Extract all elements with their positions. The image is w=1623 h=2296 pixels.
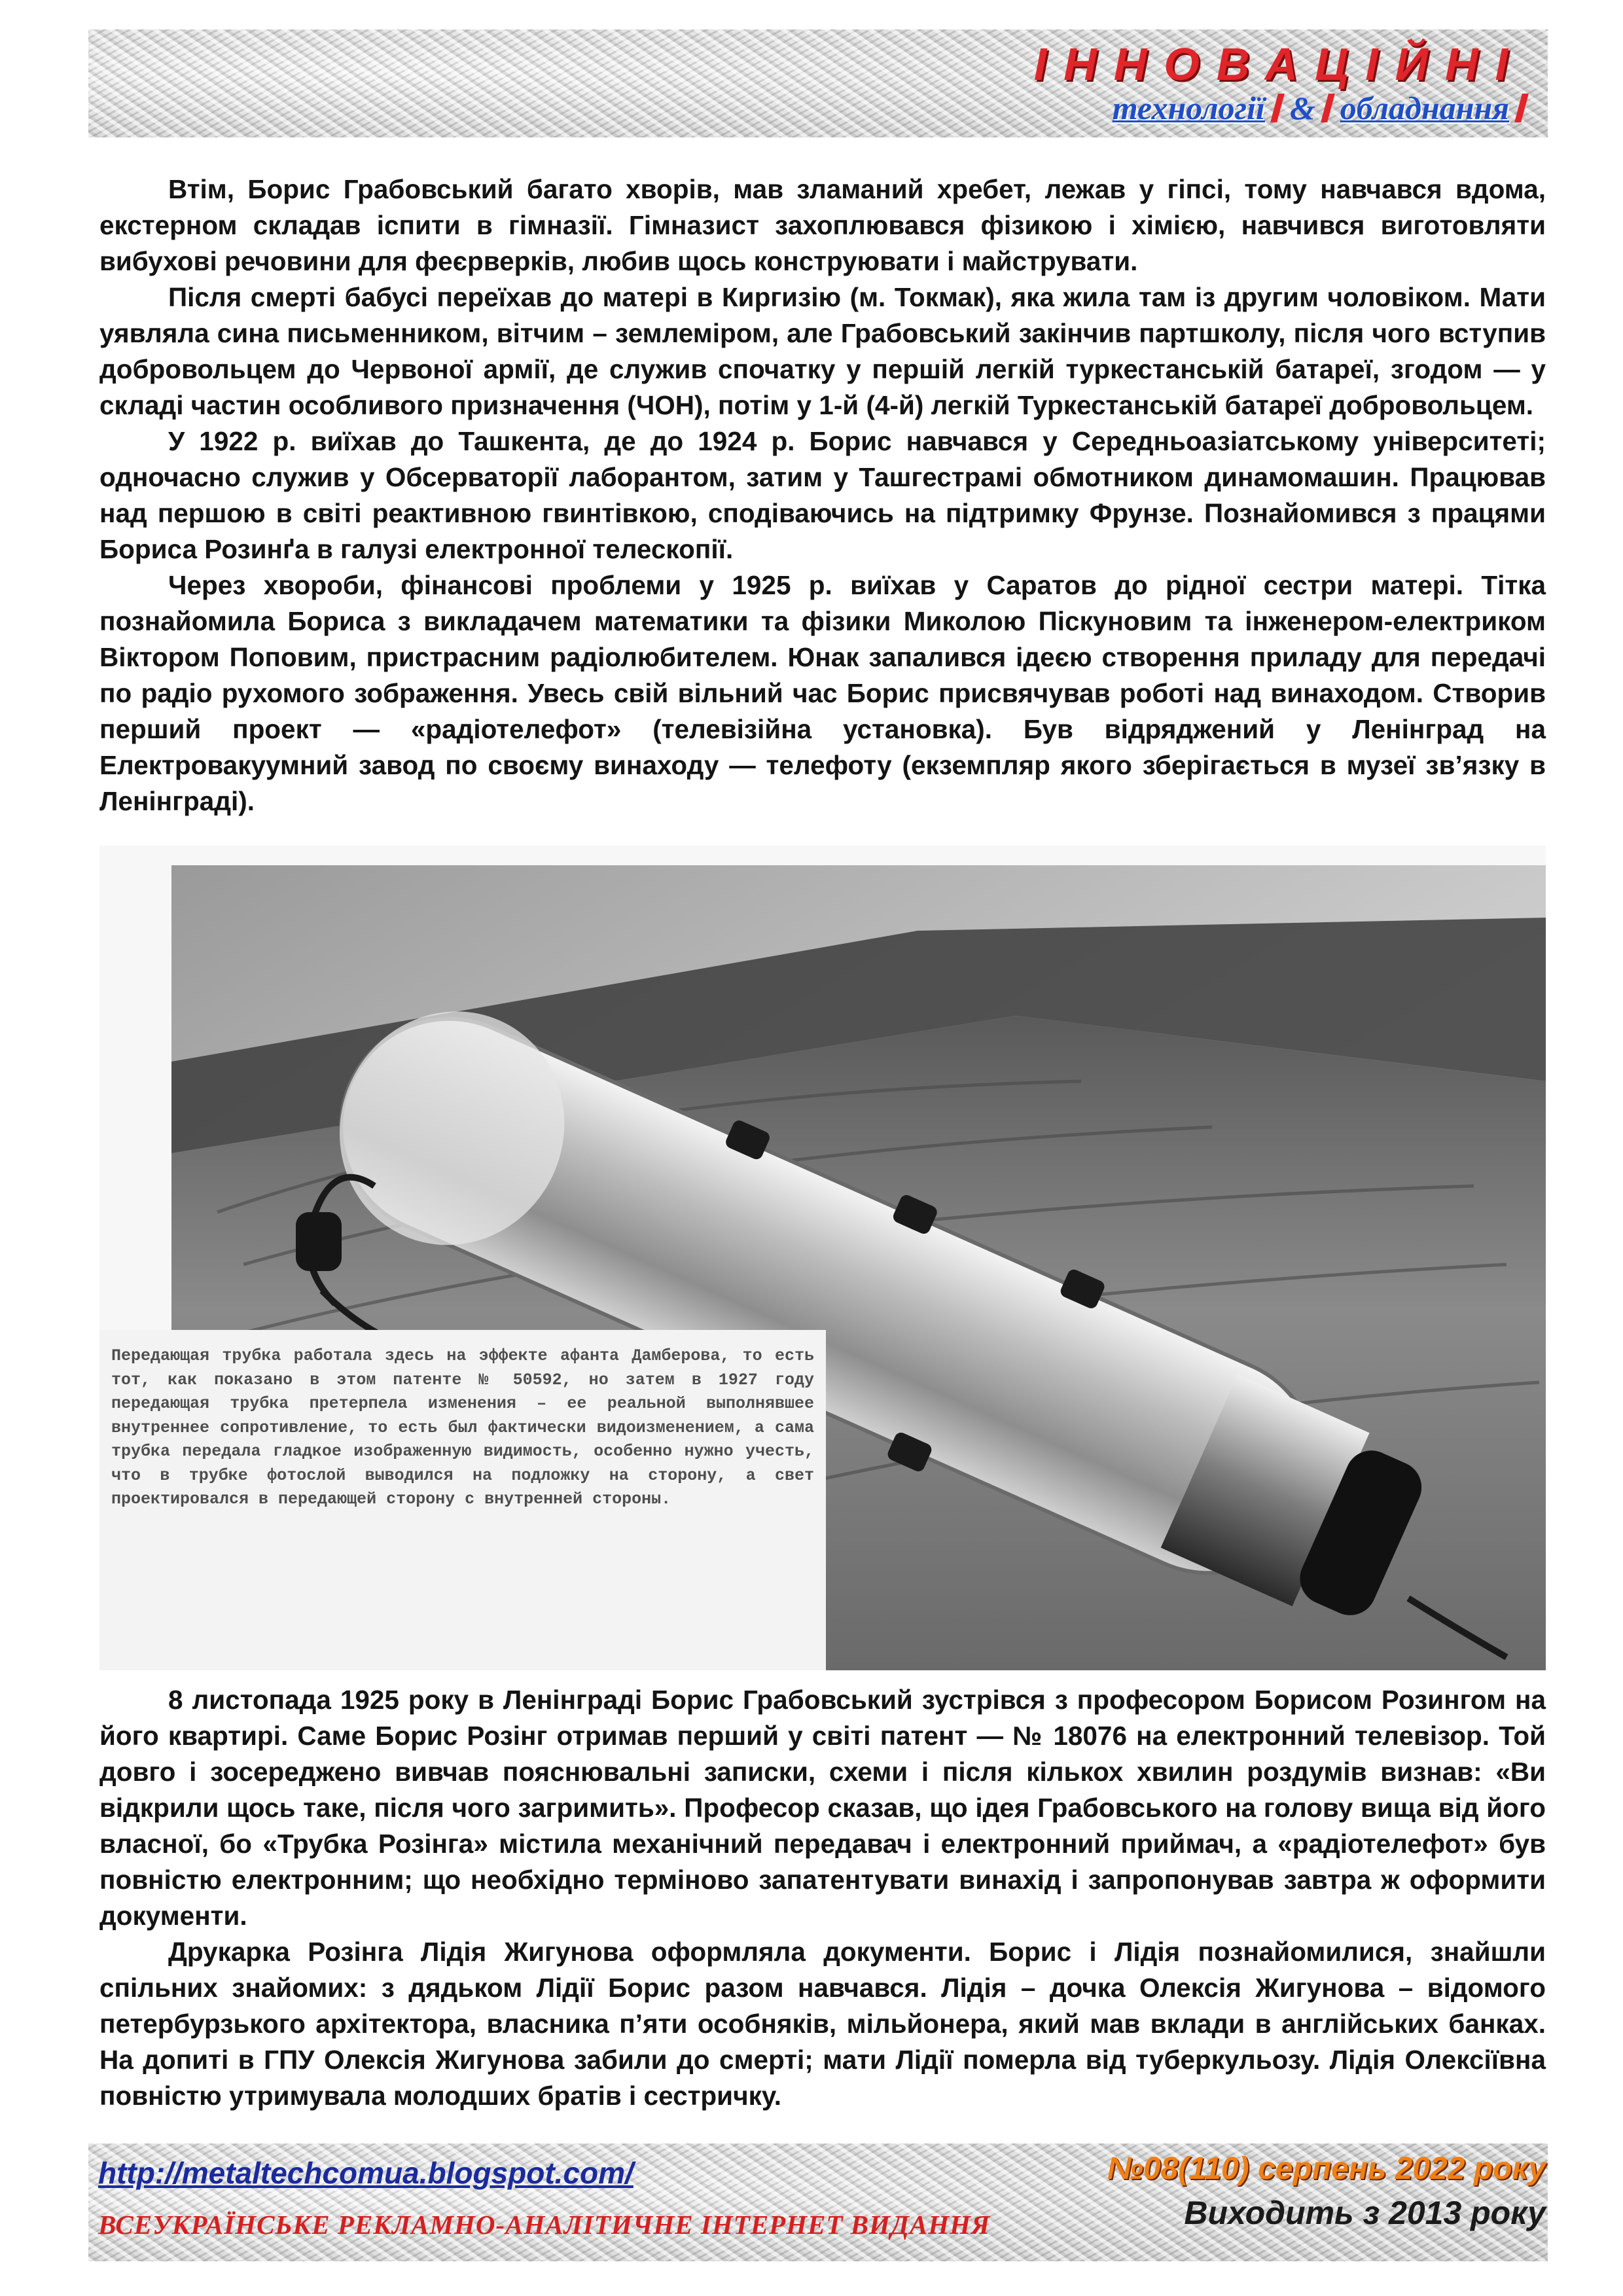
publication-name: ВСЕУКРАЇНСЬКЕ РЕКЛАМНО-АНАЛІТИЧНЕ ІНТЕРНЕТ ВИДАННЯ	[98, 2210, 991, 2240]
blog-link[interactable]: http://metaltechcomua.blogspot.com/	[98, 2156, 633, 2190]
paragraph: Через хвороби, фінансові проблеми у 1925 р. виїхав у Саратов до рідної сестри матері. Тітка познайомила Бориса з викладачем математики та фізики Миколою Піскуновим та інженером-електриком Віктором Поповим, пристрасним радіолюбителем. Юнак запалився ідеєю створення приладу для передачі по радіо рухомого зображення. Увесь свій вільний час Борис присвячував роботі над винаходом. Створив перший проект — «радіотелефот» (телевізійна установка). Був відряджений у Ленінград на Електровакуумний завод по своєму винаходу — телефоту (екземпляр якого зберігається в музеї зв’язку в Ленінграді).	[99, 570, 1546, 816]
subtitle-divider	[1270, 94, 1285, 122]
tube-photo-figure	[99, 846, 1546, 1670]
article-body-bottom	[99, 1682, 1546, 2114]
paragraph: У 1922 р. виїхав до Ташкента, де до 1924 р. Борис навчався у Середньоазіатському університеті; одночасно служив у Обсерваторії лаборантом, затим у Ташгестрамі обмотником динамомашин. Працював над першою в світі реактивною гвинтівкою, сподіваючись на підтримку Фрунзе. Познайомився з працями Бориса Розинґа в галузі електронної телескопії.	[99, 426, 1546, 564]
subtitle-equipment: обладнання	[1340, 90, 1509, 126]
subtitle-technologies: технології	[1112, 90, 1265, 126]
published-since: Виходить з 2013 року	[1184, 2195, 1546, 2231]
article-body-top	[99, 171, 1546, 819]
magazine-title: ІННОВАЦІЙНІ	[1033, 39, 1525, 90]
issue-number: №08(110) серпень 2022 року	[1107, 2151, 1546, 2186]
magazine-subtitle	[1113, 89, 1525, 127]
paragraph: Втім, Борис Грабовський багато хворів, мав зламаний хребет, лежав у гіпсі, тому навчався вдома, екстерном складав іспити в гімназії. Гімназист захоплювався фізикою і хімією, навчився виготовляти вибухові речовини для феєрверків, любив щось конструювати і майструвати.	[99, 174, 1546, 276]
subtitle-divider	[1321, 94, 1335, 122]
paragraph: Друкарка Розінга Лідія Жигунова оформляла документи. Борис і Лідія познайомилися, знайшли спільних знайомих: з дядьком Лідії Борис разом навчався. Лідія – дочка Олексія Жигунова – відомого петербурзького архітектора, власника п’яти особняків, мільйонера, який мав вклади в англійських банках. На допиті в ГПУ Олексія Жигунова забили до смерті; мати Лідії померла від туберкульозу. Лідія Олексіївна повністю утримувала молодших братів і сестричку.	[99, 1937, 1546, 2111]
photo-caption-text: Передающая трубка работала здесь на эффекте афанта Дамберова, то есть тот, как показано в этом патенте № 50592, но затем в 1927 году передающая трубка претерпела изменения – ее реальной выполнявшее внутреннее сопротивление, то есть был фактически видоизменением, а сама трубка передала гладкое изображенную видимость, особенно нужно учесть, что в трубке фотослой выводился на подложку на сторону, а свет проектировался в передающей сторону с внутренней стороны.	[111, 1346, 814, 1509]
paragraph: 8 листопада 1925 року в Ленінграді Борис Грабовський зустрівся з професором Борисом Розингом на його квартирі. Саме Борис Розінг отримав перший у світі патент — № 18076 на електронний телевізор. Той довго і зосереджено вивчав пояснювальні записки, схеми і після кількох хвилин роздумів визнав: «Ви відкрили щось таке, після чого загримить». Професор сказав, що ідея Грабовського на голову вища від його власної, бо «Трубка Розінга» містила механічний передавач і електронний приймач, а «радіотелефот» був повністю електронним; що необхідно терміново запатентувати винахід і запропонував завтра ж оформити документи.	[99, 1685, 1546, 1931]
paragraph: Після смерті бабусі переїхав до матері в Киргизію (м. Токмак), яка жила там із другим чоловіком. Мати уявляла сина письменником, вітчим – землеміром, але Грабовський закінчив партшколу, після чого вступив добровольцем до Червоної армії, де служив спочатку у першій легкій туркестанській батареї, згодом — у складі частин особливого призначення (ЧОН), потім у 1-й (4-й) легкій Туркестанській батареї добровольцем.	[99, 282, 1546, 420]
subtitle-ampersand: &	[1289, 90, 1315, 126]
photo-caption-inset	[99, 1330, 826, 1670]
